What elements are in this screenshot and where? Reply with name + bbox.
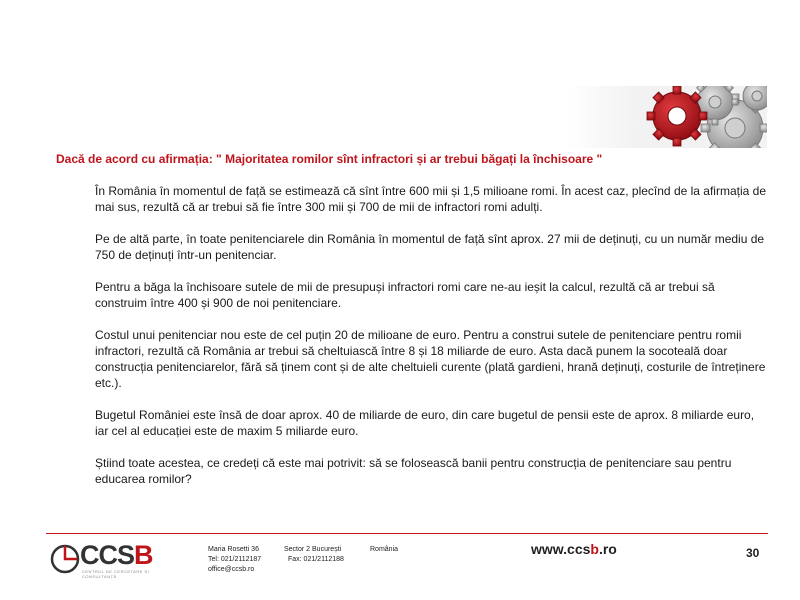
gears-icon: [567, 86, 767, 148]
page-number: 30: [746, 546, 760, 560]
contact-address: Maria Rosetti 36: [208, 546, 259, 553]
contact-country: România: [370, 546, 399, 553]
url-prefix: www.ccs: [531, 541, 591, 557]
contact-tel: Tel: 021/2112187: [208, 556, 262, 563]
paragraph: Bugetul României este însă de doar aprox. 40 de miliarde de euro, din care bugetul de pensii este de aprox. 8 miliarde euro, iar cel al educației este de maxim 5 miliarde euro.: [95, 408, 755, 438]
contact-fax: Fax: 021/2112188: [288, 556, 344, 563]
slide-title: Dacă de acord cu afirmația: " Majoritatea romilor sînt infractori și ar trebui băgați la închisoare ": [56, 152, 603, 166]
contact-email[interactable]: office@ccsb.ro: [208, 566, 255, 573]
logo-accent: B: [134, 540, 153, 570]
contact-sector: Sector 2 București: [284, 546, 342, 553]
footer-website-link[interactable]: [531, 541, 617, 557]
slide-body: [95, 183, 767, 503]
paragraph: Costul unui penitenciar nou este de cel puțin 20 de milioane de euro. Pentru a construi sutele de penitenciare pentru romii infractori, rezultă că România ar trebui să cheltuiască între 8 și 18 miliarde de euro. Asta dacă punem la socoteală doar construcția penitenciarelor, fără să ținem cont și de alte cheltuieli curente (plată gardieni, hrană deținuți, costurile de întreținere etc.).: [95, 328, 766, 390]
logo-wordmark: [80, 540, 153, 571]
url-suffix: .ro: [598, 541, 617, 557]
url-accent: b: [590, 541, 599, 557]
footer-divider: [46, 533, 768, 534]
paragraph: Știind toate acestea, ce credeți că este mai potrivit: să se folosească banii pentru construcția de penitenciare sau pentru educarea romilor?: [95, 456, 732, 486]
paragraph: Pe de altă parte, în toate penitenciarele din România în momentul de față sînt aprox. 27 mii de deținuți, cu un număr mediu de 750 de deținuți într-un penitenciar.: [95, 232, 765, 262]
header-gears-image: [567, 86, 767, 148]
logo-tagline: CENTRUL DE CERCETARE ȘI CONSULTANȚĂ: [82, 569, 150, 579]
paragraph: Pentru a băga la închisoare sutele de mii de presupuși infractori romi care ne-au ieșit la calcul, rezultă că ar trebui să construim între 400 și 900 de noi penitenciare.: [95, 280, 715, 310]
logo-main: CCS: [80, 540, 135, 570]
paragraph: În România în momentul de față se estimează că sînt între 600 mii și 1,5 milioane romi. În acest caz, plecînd de la afirmația de mai sus, rezultă că ar trebui să fie între 300 mii și 700 de mii de infractori romi adulți.: [95, 184, 766, 214]
footer-contact: [208, 545, 398, 575]
